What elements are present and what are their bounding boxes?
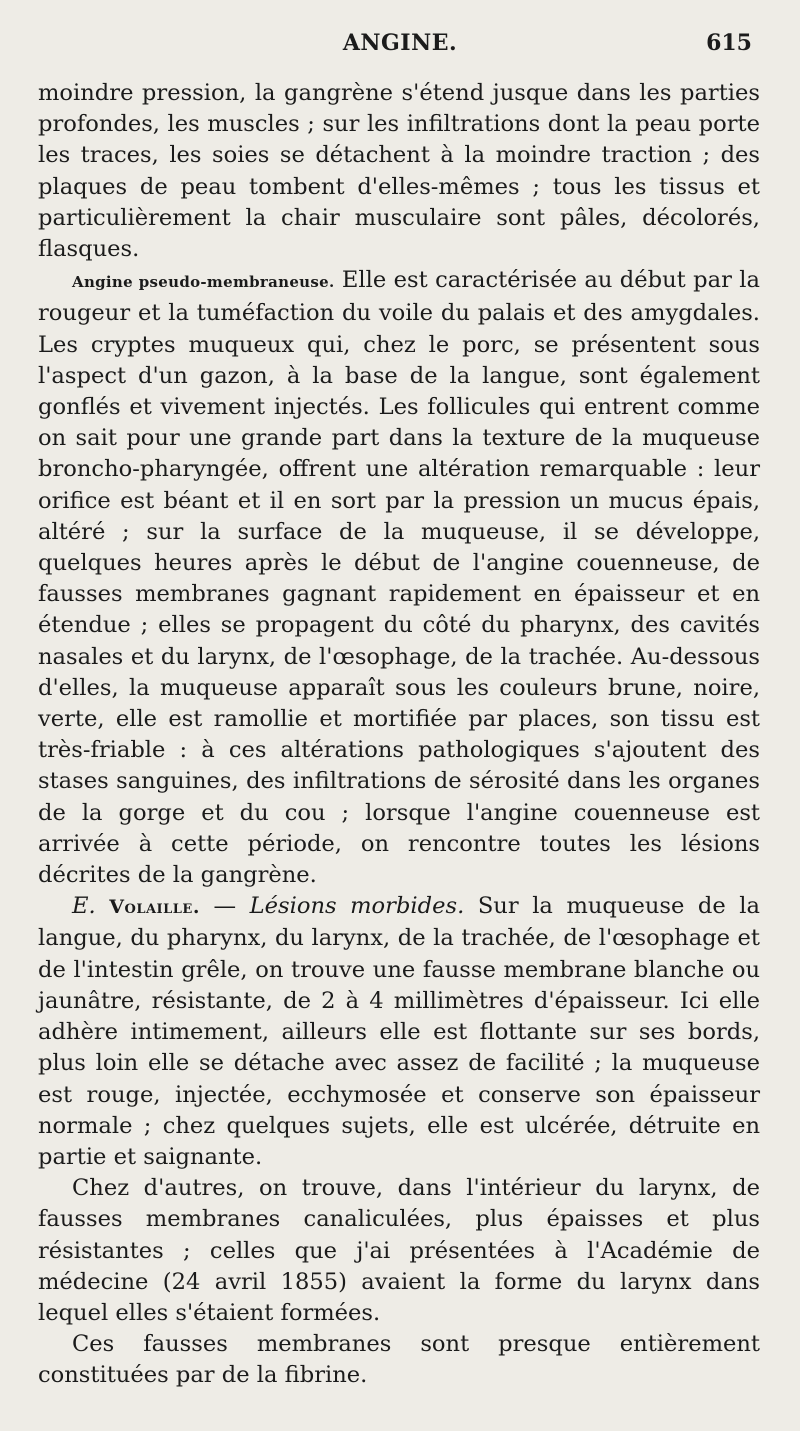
paragraph-text: Chez d'autres, on trouve, dans l'intérieur du larynx, de fausses membranes canaliculées, plus épaisses et plus résistantes ; celles que j'ai présentées à l'Académie de médecine (24 avril 1855) avaient la forme du larynx dans lequel elles s'étaient formées. [38,1175,760,1326]
section-subject: Volaille. [109,896,200,919]
page-header [40,30,760,64]
label-dash: — [199,893,250,920]
paragraph-text: Elle est caractérisée au début par la rougeur et la tuméfaction du voile du palais et des amygdales. Les cryptes muqueux qui, chez le porc, se présentent sous l'aspect d'un gazon, à la base de la langue, sont également gonflés et vivement injectés. Les follicules qui entrent comme on sait pour une grande part dans la texture de la muqueuse broncho-pharyngée, offrent une altération remarquable : leur orifice est béant et il en sort par la pression un mucus épais, altéré ; sur la surface de la muqueuse, il se développe, quelques heures après le début de l'angine couenneuse, de fausses membranes gagnant rapidement en épaisseur et en étendue ; elles se propagent du côté du pharynx, des cavités nasales et du larynx, de l'œsophage, de la trachée. Au-dessous d'elles, la muqueuse apparaît sous les couleurs brune, noire, verte, elle est ramollie et mortifiée par places, son tissu est très-friable : à ces altérations pathologiques s'ajoutent des stases sanguines, des infiltrations de sérosité dans les organes de la gorge et du cou ; lorsque l'angine couenneuse est arrivée à cette période, on rencontre toutes les lésions décrites de la gangrène. [38,267,760,889]
paragraph-volaille [38,891,760,1173]
paragraph-text: Sur la muqueuse de la langue, du pharynx, du larynx, de la trachée, de l'œsophage et de l'intestin grêle, on trouve une fausse membrane blanche ou jaunâtre, résistante, de 2 à 4 millimètres d'épaisseur. Ici elle adhère intimement, ailleurs elle est flottante sur ses bords, plus loin elle se détache avec assez de facilité ; la muqueuse est rouge, injectée, ecchymosée et conserve son épaisseur normale ; chez quelques sujets, elle est ulcérée, détruite en partie et saignante. [38,893,760,1170]
body-text [38,78,760,1392]
paragraph-larynx [38,1173,760,1329]
paragraph-fibrine [38,1329,760,1391]
paragraph-angine-pseudo-membraneuse [38,265,760,891]
paragraph-text: Ces fausses membranes sont presque entièrement constituées par de la fibrine. [38,1331,760,1389]
running-title: ANGINE. [342,30,458,56]
paragraph-continuation [38,78,760,265]
section-heading: Angine pseudo-membraneuse. [72,273,335,292]
page-number: 615 [706,30,752,56]
paragraph-text: moindre pression, la gangrène s'étend jusque dans les parties profondes, les muscles ; sur les infiltrations dont la peau porte les traces, les soies se détachent à la moindre traction ; des plaques de peau tombent d'elles-mêmes ; tous les tissus et particulièrement la chair musculaire sont pâles, décolorés, flasques. [38,80,760,263]
section-subtitle: Lésions morbides. [249,893,465,920]
section-letter: E. [72,893,96,920]
